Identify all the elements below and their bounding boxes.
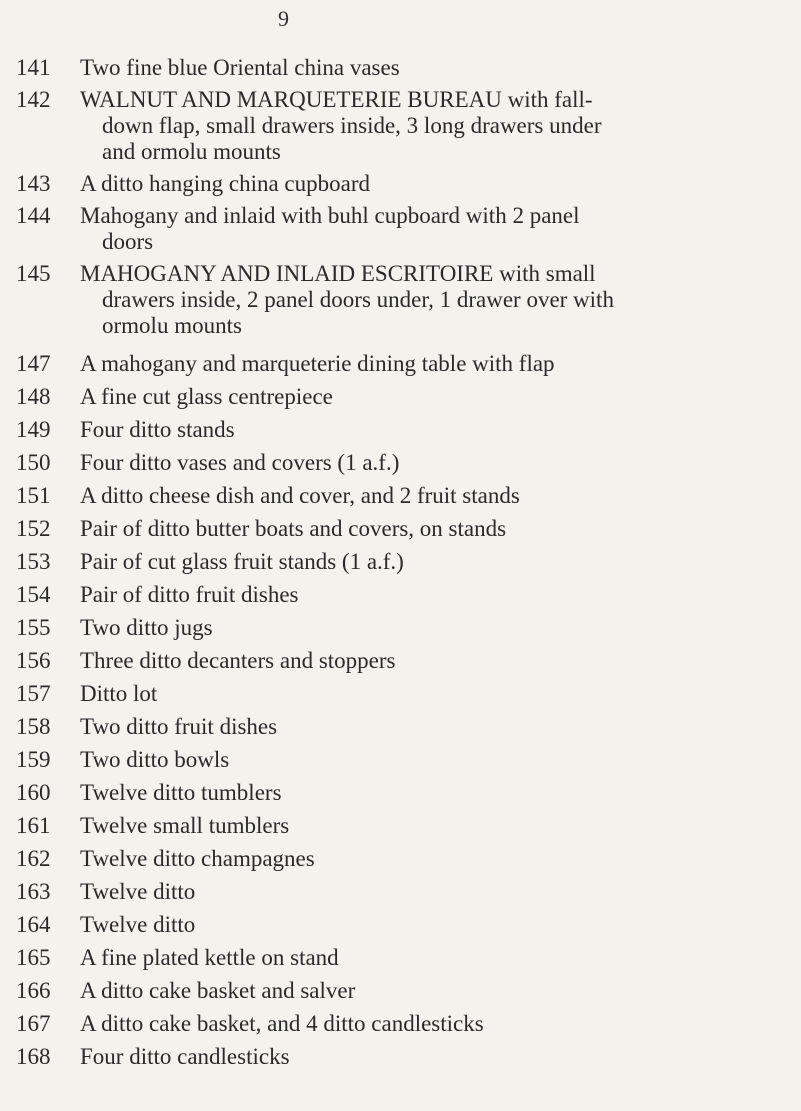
lot-number: 144	[16, 203, 51, 228]
lot-number: 163	[16, 879, 51, 904]
lot-description-line: A ditto cake basket, and 4 ditto candlesticks	[80, 1011, 484, 1036]
lot-number: 159	[16, 747, 51, 772]
lot-entry	[0, 171, 801, 197]
lot-description	[80, 879, 770, 905]
lot-description	[80, 912, 770, 938]
lot-description-line: Four ditto candlesticks	[80, 1044, 290, 1069]
lot-description	[80, 384, 770, 410]
lot-description-line: Twelve ditto	[80, 879, 196, 904]
lot-description-line: ormolu mounts	[102, 313, 242, 338]
lot-description-line: doors	[102, 229, 154, 254]
lot-description-line: A ditto hanging china cupboard	[80, 171, 370, 196]
lot-description	[80, 261, 770, 339]
page-number: 9	[278, 6, 289, 31]
lot-entry	[0, 384, 801, 410]
lot-entry	[0, 450, 801, 476]
lot-number: 142	[16, 87, 51, 112]
lot-number: 166	[16, 978, 51, 1003]
lot-description	[80, 516, 770, 542]
lot-description-line: A ditto cheese dish and cover, and 2 fruit stands	[80, 483, 520, 508]
lot-number: 161	[16, 813, 51, 838]
lot-description-line: Mahogany and inlaid with buhl cupboard with 2 panel	[80, 203, 580, 228]
lot-entry	[0, 615, 801, 641]
lot-entry	[0, 747, 801, 773]
lot-description-line: down flap, small drawers inside, 3 long drawers under	[102, 113, 602, 138]
lot-entry	[0, 1044, 801, 1070]
lot-number: 148	[16, 384, 51, 409]
lot-description-line: drawers inside, 2 panel doors under, 1 drawer over with	[102, 287, 614, 312]
lot-description	[80, 615, 770, 641]
lot-description-line: Pair of ditto butter boats and covers, on stands	[80, 516, 507, 541]
lot-description-line: Ditto lot	[80, 681, 158, 706]
lot-description	[80, 714, 770, 740]
lot-description	[80, 681, 770, 707]
lot-description-line: Pair of cut glass fruit stands (1 a.f.)	[80, 549, 404, 574]
lot-description-line: Pair of ditto fruit dishes	[80, 582, 299, 607]
lot-entry	[0, 648, 801, 674]
lot-entry	[0, 780, 801, 806]
lot-number: 158	[16, 714, 51, 739]
lot-number: 162	[16, 846, 51, 871]
lot-description	[80, 747, 770, 773]
lot-description-line: Twelve ditto champagnes	[80, 846, 315, 871]
lot-description-line: Two ditto bowls	[80, 747, 230, 772]
lot-entry	[0, 55, 801, 81]
lot-entry	[0, 351, 801, 377]
lot-description-line: Twelve small tumblers	[80, 813, 290, 838]
lot-number: 155	[16, 615, 51, 640]
lot-description-line: and ormolu mounts	[102, 139, 281, 164]
lot-description	[80, 648, 770, 674]
lot-description	[80, 549, 770, 575]
lot-number: 168	[16, 1044, 51, 1069]
lot-entry	[0, 846, 801, 872]
lot-description	[80, 978, 770, 1004]
lot-description-line: Two ditto fruit dishes	[80, 714, 278, 739]
lot-number: 157	[16, 681, 51, 706]
lot-number: 152	[16, 516, 51, 541]
lot-number: 156	[16, 648, 51, 673]
lot-entry	[0, 516, 801, 542]
lot-entry	[0, 203, 801, 255]
lot-description-line: WALNUT AND MARQUETERIE BUREAU with fall-	[80, 87, 593, 112]
lot-number: 153	[16, 549, 51, 574]
lot-description-line: Twelve ditto	[80, 912, 196, 937]
lot-entry	[0, 417, 801, 443]
lot-description-line: Four ditto stands	[80, 417, 235, 442]
lot-entry	[0, 582, 801, 608]
lot-number: 164	[16, 912, 51, 937]
lot-number: 150	[16, 450, 51, 475]
lot-description-line: A mahogany and marqueterie dining table with flap	[80, 351, 555, 376]
lot-description-line: A fine cut glass centrepiece	[80, 384, 333, 409]
lot-description-line: MAHOGANY AND INLAID ESCRITOIRE with small	[80, 261, 596, 286]
lot-entry	[0, 714, 801, 740]
lot-description	[80, 780, 770, 806]
lot-description	[80, 813, 770, 839]
lot-description	[80, 1044, 770, 1070]
lot-number: 141	[16, 55, 51, 80]
lot-description-line: A fine plated kettle on stand	[80, 945, 339, 970]
lot-entry	[0, 261, 801, 339]
lot-description-line: Twelve ditto tumblers	[80, 780, 282, 805]
lot-number: 149	[16, 417, 51, 442]
lot-description	[80, 846, 770, 872]
lot-entry	[0, 549, 801, 575]
lot-description	[80, 351, 770, 377]
lot-number: 143	[16, 171, 51, 196]
lot-entry	[0, 681, 801, 707]
lot-number: 160	[16, 780, 51, 805]
lot-entry	[0, 879, 801, 905]
lot-description	[80, 945, 770, 971]
lot-entry	[0, 945, 801, 971]
lot-description-line: Two ditto jugs	[80, 615, 213, 640]
lot-description	[80, 55, 770, 81]
lot-entry	[0, 813, 801, 839]
lot-number: 165	[16, 945, 51, 970]
lot-number: 145	[16, 261, 51, 286]
lot-entry	[0, 1011, 801, 1037]
lot-description	[80, 1011, 770, 1037]
lot-description	[80, 171, 770, 197]
lot-number: 147	[16, 351, 51, 376]
lot-list	[0, 55, 801, 1070]
lot-description	[80, 417, 770, 443]
lot-entry	[0, 87, 801, 165]
lot-number: 151	[16, 483, 51, 508]
lot-entry	[0, 978, 801, 1004]
lot-entry	[0, 912, 801, 938]
lot-description	[80, 483, 770, 509]
lot-number: 154	[16, 582, 51, 607]
lot-description	[80, 582, 770, 608]
lot-description-line: Four ditto vases and covers (1 a.f.)	[80, 450, 400, 475]
lot-description	[80, 203, 770, 255]
lot-description-line: Three ditto decanters and stoppers	[80, 648, 396, 673]
lot-description	[80, 87, 770, 165]
lot-description	[80, 450, 770, 476]
lot-entry	[0, 483, 801, 509]
lot-number: 167	[16, 1011, 51, 1036]
lot-description-line: A ditto cake basket and salver	[80, 978, 356, 1003]
lot-description-line: Two fine blue Oriental china vases	[80, 55, 400, 80]
